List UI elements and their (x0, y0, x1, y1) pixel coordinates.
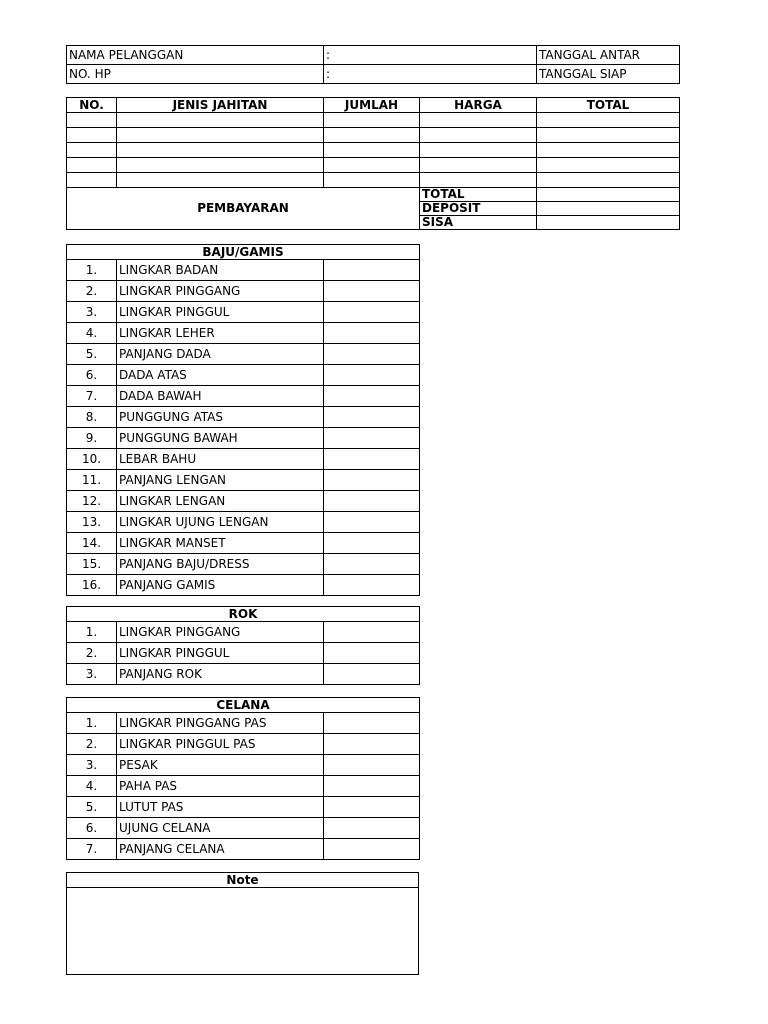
measurement-value-field[interactable] (324, 713, 420, 734)
celana-rows (67, 713, 420, 860)
measurement-row (67, 386, 420, 407)
rok-title: ROK (67, 607, 420, 622)
measurement-label: LINGKAR BADAN (117, 260, 324, 281)
measurement-row (67, 302, 420, 323)
phone-row (67, 65, 680, 84)
measurement-number: 15. (67, 554, 117, 575)
celana-measurements-table (66, 697, 420, 860)
measurement-label: LINGKAR MANSET (117, 533, 324, 554)
order-cell[interactable] (537, 128, 680, 143)
measurement-label: LINGKAR PINGGUL (117, 643, 324, 664)
order-cell[interactable] (420, 128, 537, 143)
measurement-number: 5. (67, 344, 117, 365)
measurement-number: 2. (67, 643, 117, 664)
measurement-number: 1. (67, 622, 117, 643)
measurement-label: UJUNG CELANA (117, 818, 324, 839)
measurement-row (67, 643, 420, 664)
measurement-value-field[interactable] (324, 622, 420, 643)
measurement-label: LINGKAR LEHER (117, 323, 324, 344)
measurement-label: LINGKAR UJUNG LENGAN (117, 512, 324, 533)
measurement-value-field[interactable] (324, 281, 420, 302)
order-row (67, 158, 680, 173)
measurement-row (67, 449, 420, 470)
measurement-row (67, 407, 420, 428)
measurement-number: 13. (67, 512, 117, 533)
measurement-row (67, 755, 420, 776)
measurement-row (67, 281, 420, 302)
measurement-label: PANJANG BAJU/DRESS (117, 554, 324, 575)
measurement-row (67, 776, 420, 797)
measurement-value-field[interactable] (324, 365, 420, 386)
measurement-number: 2. (67, 734, 117, 755)
note-table (66, 872, 419, 975)
ready-date-label: TANGGAL SIAP (537, 65, 680, 84)
order-cell[interactable] (117, 143, 324, 158)
order-header-row (67, 98, 680, 113)
measurement-number: 5. (67, 797, 117, 818)
measurement-value-field[interactable] (324, 323, 420, 344)
measurement-label: DADA ATAS (117, 365, 324, 386)
measurement-value-field[interactable] (324, 512, 420, 533)
summary-balance-label: SISA (420, 216, 537, 230)
phone-label: NO. HP (67, 65, 324, 84)
customer-name-field[interactable]: : (324, 46, 537, 65)
measurement-value-field[interactable] (324, 797, 420, 818)
order-cell[interactable] (117, 173, 324, 188)
order-cell[interactable] (67, 173, 117, 188)
order-cell[interactable] (537, 173, 680, 188)
measurement-row (67, 365, 420, 386)
rok-measurements-table (66, 606, 420, 685)
order-cell[interactable] (117, 128, 324, 143)
order-cell[interactable] (117, 113, 324, 128)
rok-rows (67, 622, 420, 685)
customer-info-table (66, 45, 680, 84)
measurement-row (67, 797, 420, 818)
measurement-value-field[interactable] (324, 755, 420, 776)
measurement-row (67, 470, 420, 491)
measurement-value-field[interactable] (324, 449, 420, 470)
order-cell[interactable] (324, 113, 420, 128)
measurement-value-field[interactable] (324, 554, 420, 575)
measurement-value-field[interactable] (324, 260, 420, 281)
measurement-row (67, 344, 420, 365)
measurement-row (67, 428, 420, 449)
measurement-value-field[interactable] (324, 386, 420, 407)
order-cell[interactable] (67, 128, 117, 143)
col-type-header: JENIS JAHITAN (117, 98, 324, 113)
baju-measurements-table (66, 244, 420, 596)
measurement-value-field[interactable] (324, 470, 420, 491)
summary-total-field[interactable] (537, 188, 680, 202)
measurement-number: 2. (67, 281, 117, 302)
measurement-number: 4. (67, 323, 117, 344)
order-cell[interactable] (67, 158, 117, 173)
payment-label: PEMBAYARAN (67, 188, 420, 230)
measurement-row (67, 664, 420, 685)
customer-name-label: NAMA PELANGGAN (67, 46, 324, 65)
customer-name-row (67, 46, 680, 65)
measurement-label: PANJANG CELANA (117, 839, 324, 860)
order-cell[interactable] (420, 113, 537, 128)
measurement-label: PANJANG LENGAN (117, 470, 324, 491)
measurement-label: PANJANG ROK (117, 664, 324, 685)
measurement-number: 1. (67, 713, 117, 734)
measurement-number: 7. (67, 839, 117, 860)
measurement-value-field[interactable] (324, 344, 420, 365)
summary-total-label: TOTAL (420, 188, 537, 202)
order-cell[interactable] (420, 173, 537, 188)
measurement-value-field[interactable] (324, 734, 420, 755)
measurement-row (67, 512, 420, 533)
measurement-label: PUNGGUNG ATAS (117, 407, 324, 428)
measurement-row (67, 575, 420, 596)
delivery-date-label: TANGGAL ANTAR (537, 46, 680, 65)
col-qty-header: JUMLAH (324, 98, 420, 113)
measurement-value-field[interactable] (324, 575, 420, 596)
order-cell[interactable] (67, 143, 117, 158)
col-price-header: HARGA (420, 98, 537, 113)
order-row (67, 128, 680, 143)
measurement-number: 3. (67, 302, 117, 323)
measurement-value-field[interactable] (324, 491, 420, 512)
baju-rows (67, 260, 420, 596)
measurement-row (67, 491, 420, 512)
measurement-number: 10. (67, 449, 117, 470)
measurement-number: 11. (67, 470, 117, 491)
measurement-value-field[interactable] (324, 643, 420, 664)
measurement-value-field[interactable] (324, 407, 420, 428)
order-cell[interactable] (324, 143, 420, 158)
measurement-row (67, 554, 420, 575)
measurement-value-field[interactable] (324, 428, 420, 449)
measurement-label: PANJANG DADA (117, 344, 324, 365)
order-cell[interactable] (537, 143, 680, 158)
measurement-label: PAHA PAS (117, 776, 324, 797)
measurement-label: LINGKAR PINGGUL (117, 302, 324, 323)
measurement-row (67, 818, 420, 839)
measurement-label: LINGKAR PINGGANG PAS (117, 713, 324, 734)
order-cell[interactable] (324, 128, 420, 143)
order-row (67, 113, 680, 128)
measurement-row (67, 323, 420, 344)
measurement-label: PANJANG GAMIS (117, 575, 324, 596)
col-total-header: TOTAL (537, 98, 680, 113)
summary-balance-field[interactable] (537, 216, 680, 230)
order-cell[interactable] (324, 158, 420, 173)
measurement-value-field[interactable] (324, 664, 420, 685)
measurement-row (67, 734, 420, 755)
order-cell[interactable] (117, 158, 324, 173)
measurement-label: LUTUT PAS (117, 797, 324, 818)
measurement-value-field[interactable] (324, 839, 420, 860)
measurement-number: 14. (67, 533, 117, 554)
note-field[interactable] (67, 888, 419, 975)
celana-title: CELANA (67, 698, 420, 713)
summary-deposit-label: DEPOSIT (420, 202, 537, 216)
phone-field[interactable]: : (324, 65, 537, 84)
measurement-label: LINGKAR LENGAN (117, 491, 324, 512)
order-row (67, 173, 680, 188)
order-table (66, 97, 680, 230)
order-cell[interactable] (420, 158, 537, 173)
col-no-header: NO. (67, 98, 117, 113)
measurement-number: 9. (67, 428, 117, 449)
order-cell[interactable] (537, 113, 680, 128)
measurement-row (67, 260, 420, 281)
measurement-label: LINGKAR PINGGUL PAS (117, 734, 324, 755)
measurement-number: 8. (67, 407, 117, 428)
order-cell[interactable] (67, 113, 117, 128)
measurement-label: LEBAR BAHU (117, 449, 324, 470)
note-title: Note (67, 873, 419, 888)
measurement-row (67, 713, 420, 734)
measurement-label: PUNGGUNG BAWAH (117, 428, 324, 449)
measurement-row (67, 839, 420, 860)
measurement-value-field[interactable] (324, 533, 420, 554)
measurement-label: LINGKAR PINGGANG (117, 281, 324, 302)
order-cell[interactable] (420, 143, 537, 158)
order-row (67, 143, 680, 158)
measurement-row (67, 622, 420, 643)
measurement-number: 12. (67, 491, 117, 512)
measurement-value-field[interactable] (324, 818, 420, 839)
order-cell[interactable] (324, 173, 420, 188)
measurement-number: 7. (67, 386, 117, 407)
baju-title: BAJU/GAMIS (67, 245, 420, 260)
summary-deposit-field[interactable] (537, 202, 680, 216)
measurement-number: 3. (67, 664, 117, 685)
measurement-label: LINGKAR PINGGANG (117, 622, 324, 643)
measurement-label: DADA BAWAH (117, 386, 324, 407)
measurement-number: 16. (67, 575, 117, 596)
measurement-number: 1. (67, 260, 117, 281)
measurement-number: 3. (67, 755, 117, 776)
measurement-number: 6. (67, 818, 117, 839)
measurement-value-field[interactable] (324, 776, 420, 797)
measurement-label: PESAK (117, 755, 324, 776)
measurement-row (67, 533, 420, 554)
order-cell[interactable] (537, 158, 680, 173)
measurement-value-field[interactable] (324, 302, 420, 323)
payment-total-row (67, 188, 680, 202)
measurement-number: 6. (67, 365, 117, 386)
measurement-number: 4. (67, 776, 117, 797)
